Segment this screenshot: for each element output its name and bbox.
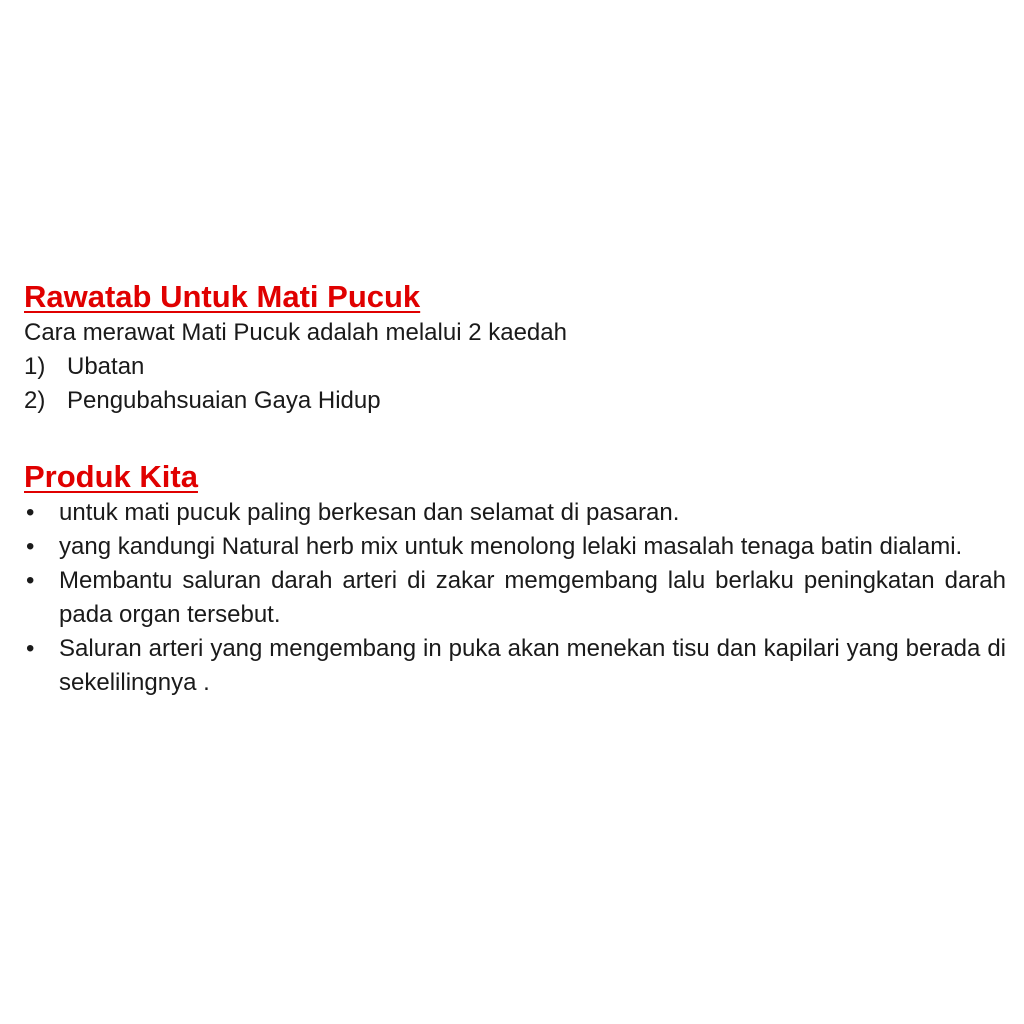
numbered-list [24,350,1006,418]
section-spacer [24,418,1006,458]
bullet-text: untuk mati pucuk paling berkesan dan selamat di pasaran. [59,499,680,526]
bullet-item [24,496,1006,530]
bullet-text: Membantu saluran darah arteri di zakar memgembang lalu berlaku peningkatan darah pada organ tersebut. [59,567,1006,628]
list-number: 1) [24,353,46,380]
bullet-text: Saluran arteri yang mengembang in puka akan menekan tisu dan kapilari yang berada di sekelilingnya . [59,635,1006,696]
list-item-text: Ubatan [67,353,145,380]
bullet-item [24,564,1006,632]
document-content [24,278,1006,700]
bullet-item [24,632,1006,700]
section-heading-treatment: Rawatab Untuk Mati Pucuk [24,279,421,314]
bullet-icon: • [26,533,35,560]
list-number: 2) [24,387,46,414]
list-item [24,350,1006,384]
bullet-icon: • [26,635,35,662]
intro-text: Cara merawat Mati Pucuk adalah melalui 2 kaedah [24,319,567,346]
section-heading-product: Produk Kita [24,459,198,494]
bullet-list [24,496,1006,700]
list-item [24,384,1006,418]
bullet-text: yang kandungi Natural herb mix untuk menolong lelaki masalah tenaga batin dialami. [59,533,963,560]
list-item-text: Pengubahsuaian Gaya Hidup [67,387,381,414]
bullet-item [24,530,1006,564]
bullet-icon: • [26,499,35,526]
bullet-icon: • [26,567,35,594]
